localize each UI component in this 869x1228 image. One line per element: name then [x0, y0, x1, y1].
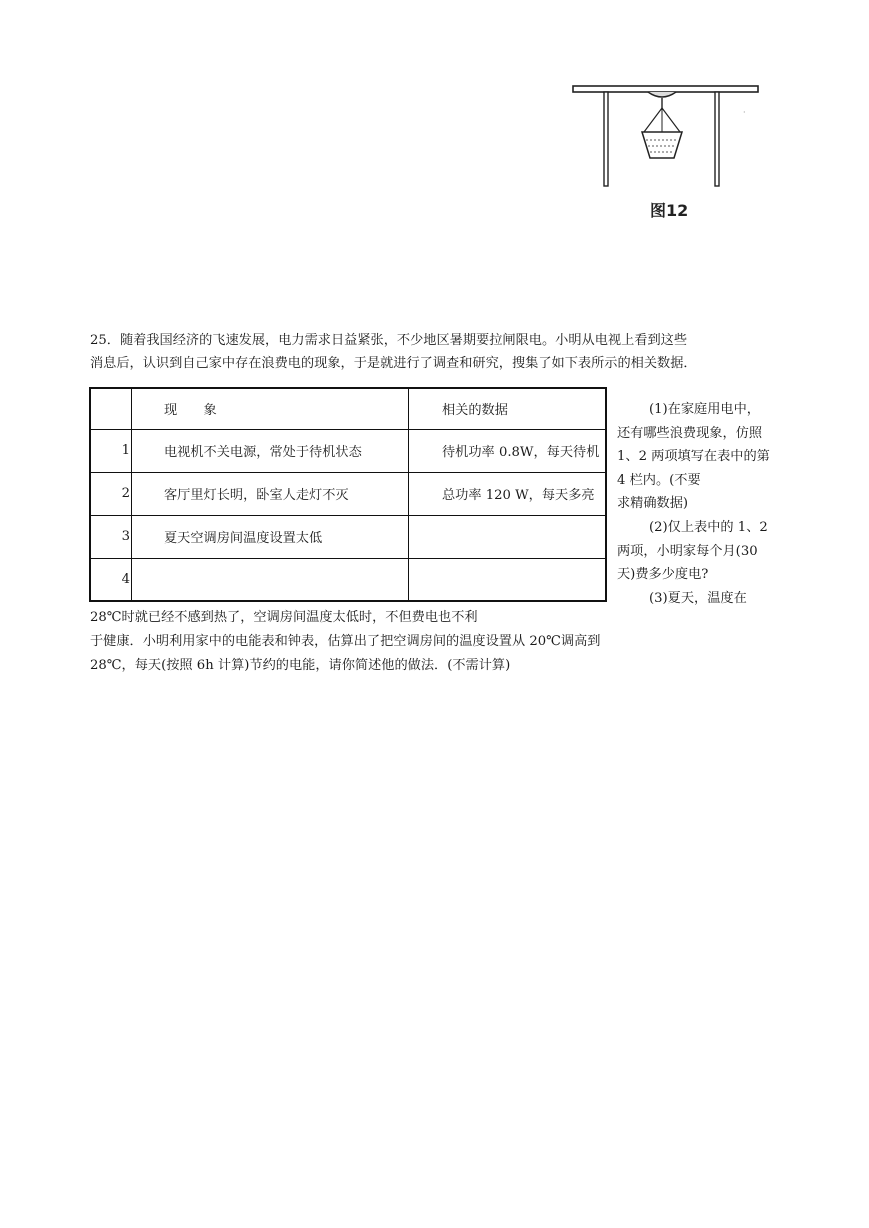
row-num: 3 [121, 529, 130, 544]
row-data-cell [409, 515, 607, 558]
side-line: (1)在家庭用电中， [649, 402, 760, 417]
row-num: 4 [121, 571, 130, 587]
side-line: 4 栏内。(不要 [617, 472, 701, 488]
bottom-text [90, 606, 600, 678]
header-data: 相关的数据 [442, 403, 508, 419]
row-phenomenon: 电视机不关电源，常处于待机状态 [164, 445, 362, 460]
row-num-cell [90, 515, 132, 558]
side-line: (2)仅上表中的 1、2 [649, 519, 768, 535]
side-line: 天)费多少度电? [617, 567, 709, 583]
side-line: 还有哪些浪费现象，仿照 [617, 425, 763, 441]
side-line: 两项，小明家每个月(30 [617, 543, 758, 559]
figure-12 [568, 80, 768, 230]
side-line: 求精确数据) [617, 496, 689, 512]
row-data-cell [409, 472, 607, 515]
row-num-cell [90, 472, 132, 515]
row-data: 待机功率 0.8W，每天待机 [442, 445, 600, 460]
row-num-cell [90, 558, 132, 601]
table-row [90, 472, 606, 515]
intro-line-2: 消息后，认识到自己家中存在浪费电的现象，于是就进行了调查和研究，搜集了如下表所示的相关数据． [90, 356, 697, 371]
side-questions [617, 398, 787, 610]
header-phenomenon: 现 象 [164, 403, 217, 419]
bottom-line: 于健康．小明利用家中的电能表和钟表，估算出了把空调房间的温度设置从 20℃调高到 [90, 634, 601, 649]
header-phenomenon-cell [132, 388, 409, 429]
row-phenomenon-cell [132, 429, 409, 472]
row-data-cell [409, 558, 607, 601]
hanging-basket-diagram [568, 80, 768, 195]
row-num: 2 [121, 486, 130, 501]
side-line: 1、2 两项填写在表中的第 [617, 449, 770, 465]
table-row [90, 429, 606, 472]
data-table [89, 387, 607, 602]
table-header-row [90, 388, 606, 429]
row-phenomenon-cell [132, 472, 409, 515]
bottom-line: 28℃时就已经不感到热了，空调房间温度太低时，不但费电也不利 [90, 610, 478, 625]
figure-caption: 图12 [650, 201, 689, 220]
row-num: 1 [121, 443, 130, 458]
header-num-cell [90, 388, 132, 429]
table-row [90, 558, 606, 601]
row-data-cell [409, 429, 607, 472]
table-row [90, 515, 606, 558]
bottom-line: 28℃，每天(按照 6h 计算)节约的电能，请你简述他的做法．(不需计算) [90, 658, 511, 673]
row-phenomenon-cell [132, 515, 409, 558]
row-phenomenon: 夏天空调房间温度设置太低 [164, 531, 323, 546]
header-data-cell [409, 388, 607, 429]
intro-line-1: 25．随着我国经济的飞速发展，电力需求日益紧张，不少地区暑期要拉闸限电。小明从电视上看到这些 [90, 333, 688, 348]
question-intro [90, 329, 790, 375]
row-phenomenon: 客厅里灯长明，卧室人走灯不灭 [164, 488, 349, 503]
side-line: (3)夏天，温度在 [649, 590, 747, 606]
row-data: 总功率 120 W，每天多亮 [442, 488, 595, 503]
row-num-cell [90, 429, 132, 472]
row-phenomenon-cell [132, 558, 409, 601]
svg-text:·: · [743, 108, 746, 117]
